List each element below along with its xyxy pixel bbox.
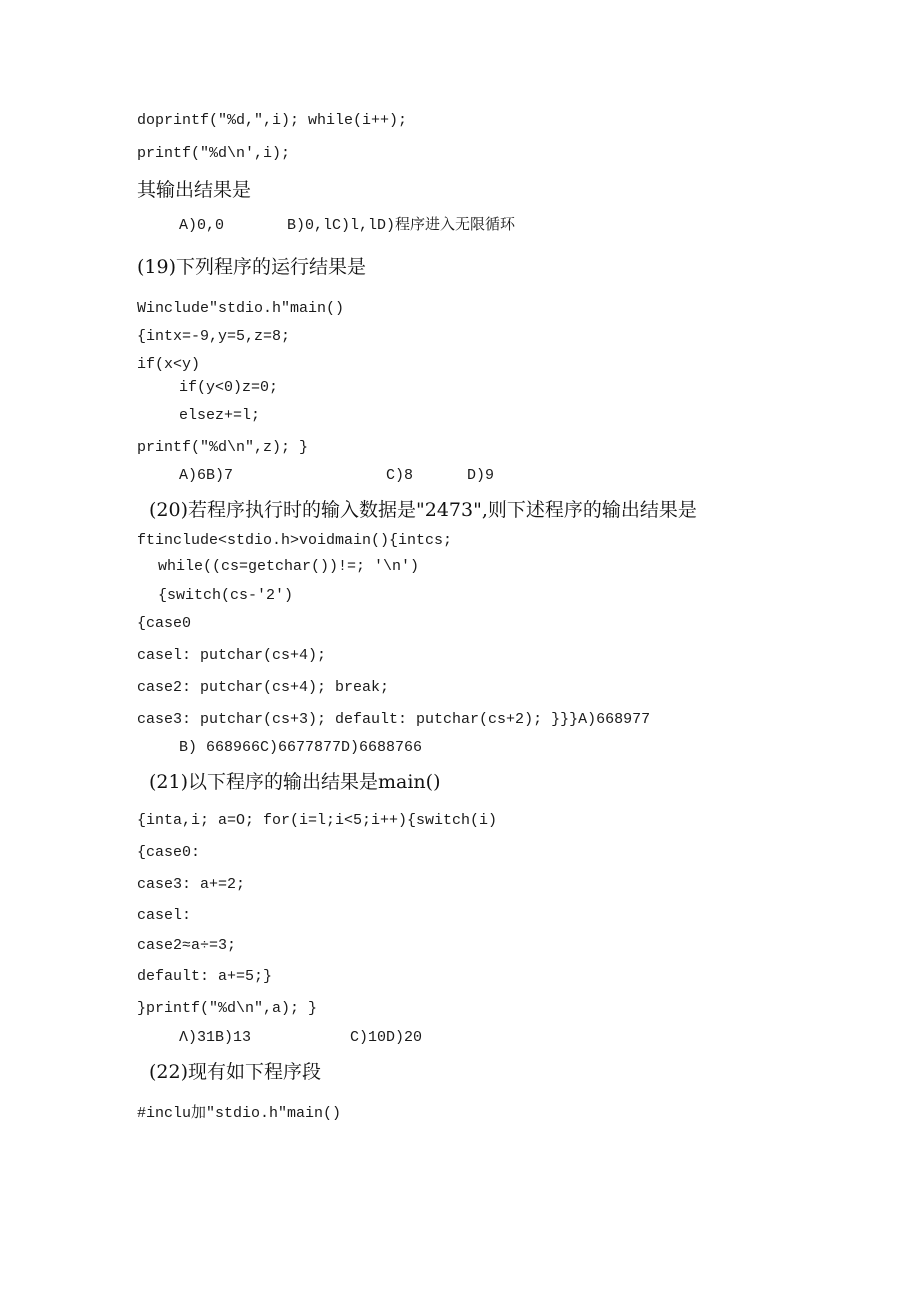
code-line: {case0: [137, 844, 201, 861]
code-line: {intx=-9,y=5,z=8; [137, 328, 291, 345]
code-line: {inta,i; a=O; for(i=l;i<5;i++){switch(i) [137, 812, 498, 829]
code-line: Winclude"stdio.h"main() [137, 300, 345, 317]
code-line: {case0 [137, 615, 192, 632]
code-line: #inclu加"stdio.h"main() [137, 1105, 342, 1122]
code-line: doprintf("%d,",i); while(i++); [137, 112, 408, 129]
code-line: {switch(cs-'2') [158, 587, 294, 604]
code-line: default: a+=5;} [137, 968, 273, 985]
code-line: printf("%d\n',i); [137, 145, 291, 162]
question-heading: (22)现有如下程序段 [149, 1061, 322, 1083]
code-line: while((cs=getchar())!=; '\n') [158, 558, 420, 575]
code-line: printf("%d\n",z); } [137, 439, 309, 456]
answer-options: Λ)31B)13 C)10D)20 [179, 1029, 423, 1046]
code-line: casel: [137, 907, 192, 924]
code-line: ftinclude<stdio.h>voidmain(){intcs; [137, 532, 453, 549]
question-heading: (19)下列程序的运行结果是 [137, 256, 367, 278]
code-line: if(x<y) [137, 356, 201, 373]
answer-options: B) 668966C)6677877D)6688766 [179, 739, 423, 756]
code-line: case3: a+=2; [137, 876, 246, 893]
code-line: casel: putchar(cs+4); [137, 647, 327, 664]
code-line: case3: putchar(cs+3); default: putchar(cs+2); }}}A)668977 [137, 711, 651, 728]
question-text: 其输出结果是 [137, 179, 252, 201]
code-line: if(y<0)z=0; [179, 379, 279, 396]
code-line: elsez+=l; [179, 407, 261, 424]
answer-options: A)6B)7 C)8 D)9 [179, 467, 495, 484]
code-line: }printf("%d\n",a); } [137, 1000, 318, 1017]
question-heading: (21)以下程序的输出结果是main() [149, 771, 441, 793]
code-line: case2≈a÷=3; [137, 937, 237, 954]
question-heading: (20)若程序执行时的输入数据是"2473",则下述程序的输出结果是 [149, 499, 697, 521]
answer-options: A)0,0 B)0,lC)l,lD)程序进入无限循环 [179, 217, 516, 234]
code-line: case2: putchar(cs+4); break; [137, 679, 390, 696]
